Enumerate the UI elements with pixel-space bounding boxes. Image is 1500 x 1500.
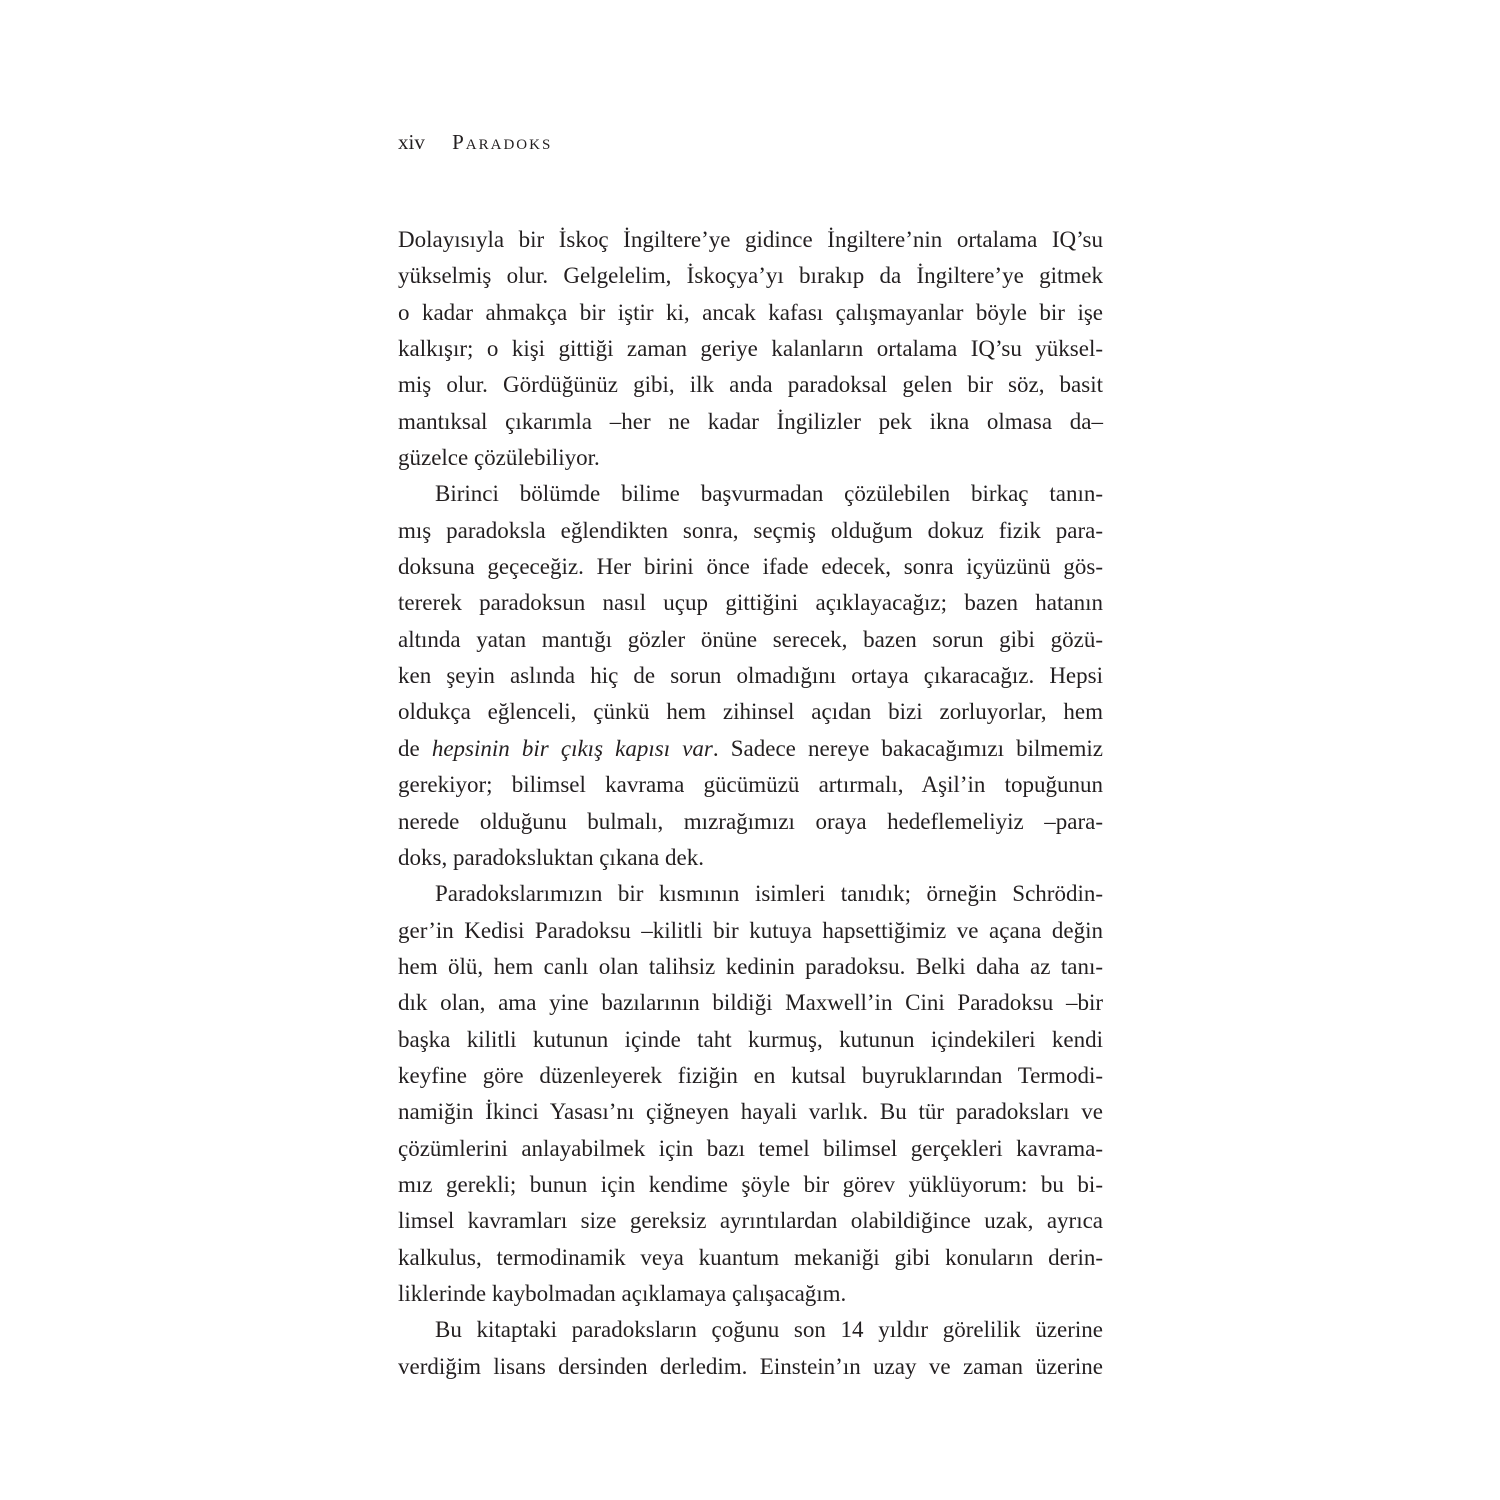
- text-line: çözümlerini anlayabilmek için bazı temel bilimsel gerçekleri kavrama-: [398, 1135, 1103, 1161]
- text-line: kalkulus, termodinamik veya kuantum mekaniği gibi konuların derin-: [398, 1244, 1103, 1270]
- text-line: liklerinde kaybolmadan açıklamaya çalışacağım.: [398, 1280, 847, 1306]
- italic-phrase: hepsinin bir çıkış kapısı var: [431, 735, 713, 761]
- body-text: [398, 222, 1103, 1385]
- text-line: Birinci bölümde bilime başvurmadan çözülebilen birkaç tanın-: [435, 481, 1103, 507]
- text-line: mış paradoksla eğlendikten sonra, seçmiş olduğum dokuz fizik para-: [398, 517, 1103, 543]
- text-line: limsel kavramları size gereksiz ayrıntılardan olabildiğince uzak, ayrıca: [398, 1208, 1103, 1234]
- text-line: ken şeyin aslında hiç de sorun olmadığını ortaya çıkaracağız. Hepsi: [398, 663, 1103, 689]
- text-line: Dolayısıyla bir İskoç İngiltere’ye gidince İngiltere’nin ortalama IQ’su: [398, 227, 1103, 252]
- text-line: nerede olduğunu bulmalı, mızrağımızı oraya hedeflemeliyiz –para-: [398, 808, 1103, 834]
- text-line: gerekiyor; bilimsel kavrama gücümüzü artırmalı, Aşil’in topuğunun: [398, 772, 1103, 798]
- text-run: . Sadece nereye bakacağımızı bilmemiz: [712, 735, 1103, 761]
- paragraph-3: [398, 876, 1103, 1312]
- text-line: keyfine göre düzenleyerek fiziğin en kutsal buyruklarından Termodi-: [398, 1062, 1103, 1088]
- paragraph-2: [398, 476, 1103, 876]
- text-line: namiğin İkinci Yasası’nı çiğneyen hayali varlık. Bu tür paradoksları ve: [398, 1099, 1103, 1125]
- text-line: mız gerekli; bunun için kendime şöyle bir görev yüklüyorum: bu bi-: [398, 1171, 1103, 1197]
- text-line: kalkışır; o kişi gittiği zaman geriye kalanların ortalama IQ’su yüksel-: [398, 336, 1103, 362]
- text-line-with-italic: [398, 731, 1103, 767]
- text-line: ger’in Kedisi Paradoksu –kilitli bir kutuya hapsettiğimiz ve açana değin: [398, 917, 1103, 943]
- text-line: Bu kitaptaki paradoksların çoğunu son 14 yıldır görelilik üzerine: [435, 1317, 1103, 1343]
- text-line: doks, paradoksluktan çıkana dek.: [398, 844, 704, 870]
- text-line: Paradokslarımızın bir kısmının isimleri tanıdık; örneğin Schrödin-: [435, 881, 1103, 907]
- text-line: doksuna geçeceğiz. Her birini önce ifade edecek, sonra içyüzünü gös-: [398, 554, 1103, 580]
- text-line: o kadar ahmakça bir iştir ki, ancak kafası çalışmayanlar böyle bir işe: [398, 299, 1103, 325]
- running-title: Paradoks: [452, 130, 553, 154]
- text-line: altında yatan mantığı gözler önüne serecek, bazen sorun gibi gözü-: [398, 626, 1103, 652]
- paragraph-4: [398, 1312, 1103, 1385]
- running-head: [398, 128, 552, 156]
- text-line: oldukça eğlenceli, çünkü hem zihinsel açıdan bizi zorluyorlar, hem: [398, 699, 1103, 725]
- page-number: xiv: [398, 130, 425, 154]
- text-line: başka kilitli kutunun içinde taht kurmuş, kutunun içindekileri kendi: [398, 1026, 1103, 1052]
- text-line: mantıksal çıkarımla –her ne kadar İngilizler pek ikna olmasa da–: [398, 408, 1103, 434]
- text-line: güzelce çözülebiliyor.: [398, 445, 600, 471]
- text-line: miş olur. Gördüğünüz gibi, ilk anda paradoksal gelen bir söz, basit: [398, 372, 1103, 398]
- paragraph-1: [398, 222, 1103, 476]
- text-line: yükselmiş olur. Gelgelelim, İskoçya’yı bırakıp da İngiltere’ye gitmek: [398, 263, 1103, 289]
- text-line: verdiğim lisans dersinden derledim. Einstein’ın uzay ve zaman üzerine: [398, 1353, 1103, 1379]
- text-line: tererek paradoksun nasıl uçup gittiğini açıklayacağız; bazen hatanın: [398, 590, 1103, 616]
- text-line: hem ölü, hem canlı olan talihsiz kedinin paradoksu. Belki daha az tanı-: [398, 953, 1103, 979]
- text-run: de: [398, 735, 432, 761]
- text-line: dık olan, ama yine bazılarının bildiği Maxwell’in Cini Paradoksu –bir: [398, 990, 1103, 1016]
